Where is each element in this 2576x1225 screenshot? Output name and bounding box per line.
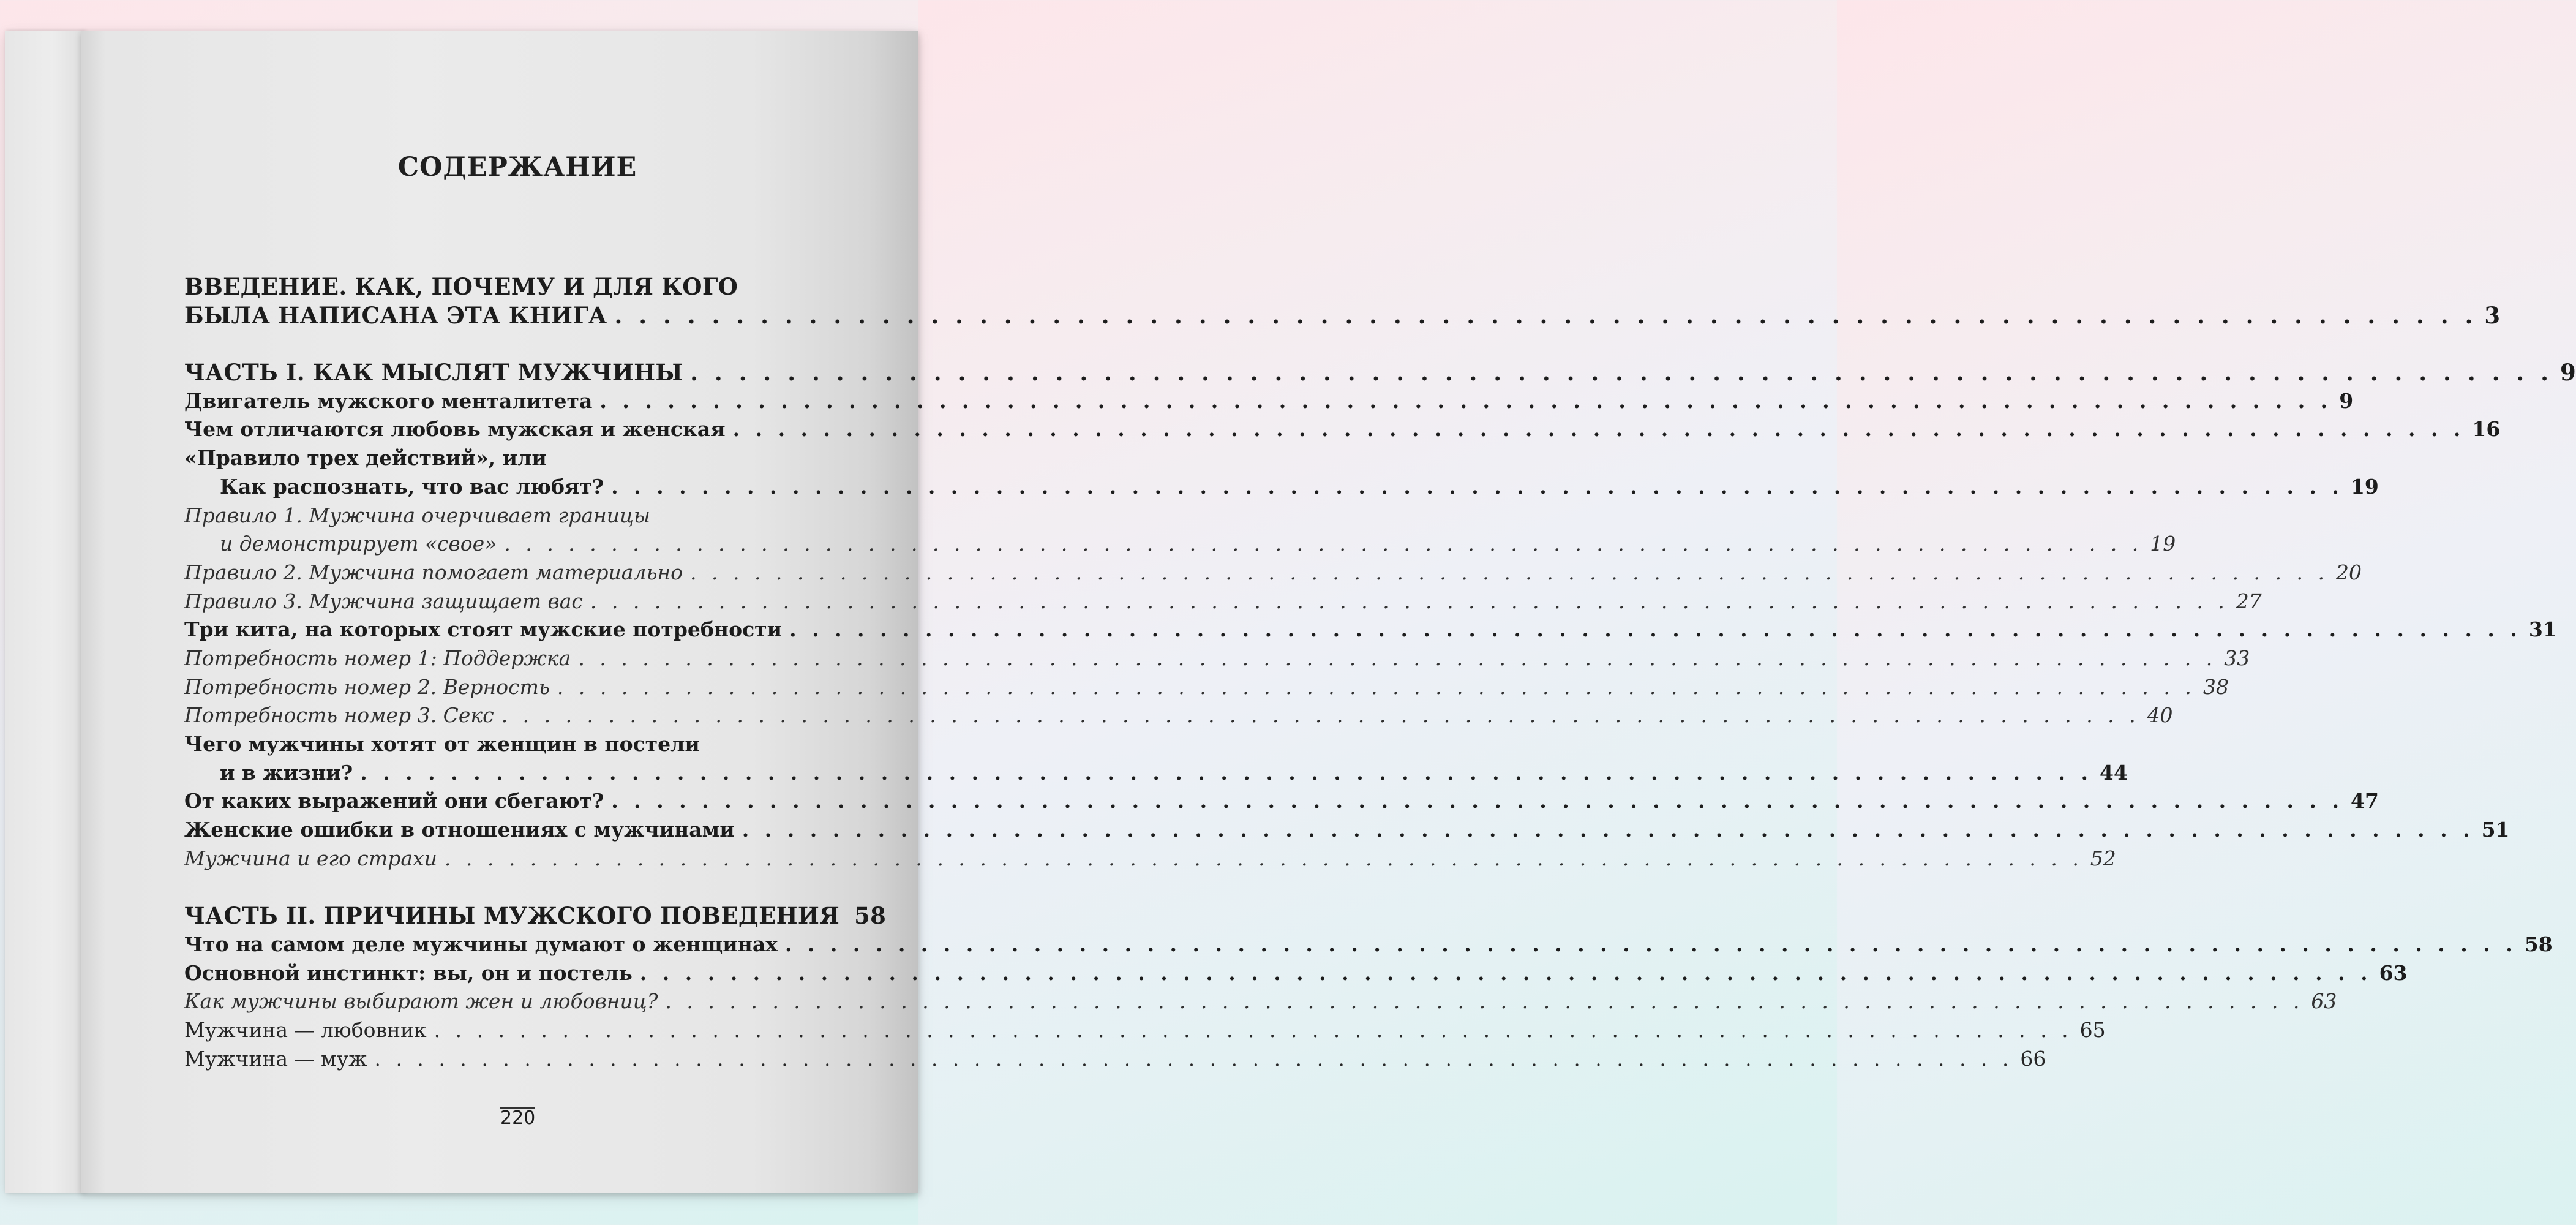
toc-page-number: 47 [2351, 789, 2379, 813]
toc-subentry [184, 1016, 2106, 1045]
dot-leader: . . . . . . . . . . . . . . . . . . . . . . . . . . . . . . . . . . . . . . . . . . . . . . . . . . . . . . . . . . . . . . . . . . . . . . . . . . . . . [784, 932, 2517, 956]
toc-entry-text: Основной инстинкт: вы, он и постель [184, 960, 633, 985]
dot-leader: . . . . . . . . . . . . . . . . . . . . . . . . . . . . . . . . . . . . . . . . . . . . . . . . . . . . . . . . . . . . . . . . . . . . . . . . . . . . . [639, 960, 2372, 985]
toc-entry-text: Правило 3. Мужчина защищает вас [184, 589, 583, 613]
dot-leader: . . . . . . . . . . . . . . . . . . . . . . . . . . . . . . . . . . . . . . . . . . . . . . . . . . . . . . . . . . . . . . . . . . . . . . . . . . . . . [614, 301, 2477, 329]
toc-entry-text: Потребность номер 3. Секс [184, 703, 494, 728]
page-number: 220 [500, 1107, 536, 1129]
dot-leader: . . . . . . . . . . . . . . . . . . . . . . . . . . . . . . . . . . . . . . . . . . . . . . . . . . . . . . . . . . . . . . . . . . . . . . . . . . . . . [690, 560, 2329, 584]
toc-page-number: 16 [2472, 417, 2501, 442]
toc-subentry [184, 845, 2116, 873]
toc-part1-heading [184, 358, 2576, 387]
toc-entry-text: Потребность номер 1: Поддержка [184, 646, 571, 670]
toc-page-number: 9 [2560, 359, 2576, 386]
toc-entry-text: «Правило трех действий», или [184, 446, 547, 470]
toc-entry-text: Чем отличаются любовь мужская и женская [184, 417, 726, 442]
toc-entry-text: Потребность номер 2. Верность [184, 674, 550, 699]
toc-entry [184, 415, 2501, 444]
toc-entry [184, 730, 847, 759]
dot-leader: . . . . . . . . . . . . . . . . . . . . . . . . . . . . . . . . . . . . . . . . . . . . . . . . . . . . . . . . . . . . . . . . . . . . . . . . . . . . . [374, 1046, 2013, 1071]
dot-leader: . . . . . . . . . . . . . . . . . . . . . . . . . . . . . . . . . . . . . . . . . . . . . . . . . . . . . . . . . . . . . . . . . . . . . . . . . . . . . [611, 789, 2343, 813]
book-back-cover [5, 31, 84, 1193]
toc-entry-text: Чего мужчины хотят от женщин в постели [184, 732, 700, 756]
toc-subentry [184, 987, 2337, 1016]
toc-page-number: 27 [2236, 589, 2262, 613]
table-of-contents [184, 273, 2576, 1073]
toc-page-number: 31 [2528, 617, 2557, 642]
toc-page-number: 63 [2379, 960, 2408, 985]
toc-page-number: 58 [2524, 932, 2553, 956]
toc-entry-text: Правило 1. Мужчина очерчивает границы [184, 503, 650, 527]
toc-entry-continuation [184, 473, 2379, 502]
toc-entry-text: ВВЕДЕНИЕ. КАК, ПОЧЕМУ И ДЛЯ КОГО [184, 273, 738, 300]
toc-entry-text: Правило 2. Мужчина помогает материально [184, 560, 683, 584]
toc-entry-text: БЫЛА НАПИСАНА ЭТА КНИГА [184, 301, 607, 329]
toc-subentry [184, 559, 2362, 587]
toc-entry-text: Мужчина — муж [184, 1046, 367, 1071]
dot-leader: . . . . . . . . . . . . . . . . . . . . . . . . . . . . . . . . . . . . . . . . . . . . . . . . . . . . . . . . . . . . . . . . . . . . . . . . . . . . . [444, 846, 2083, 870]
toc-page-number: 51 [2481, 818, 2510, 842]
toc-subentry [184, 587, 2262, 616]
toc-page-number: 40 [2147, 703, 2173, 728]
toc-entry [184, 816, 2510, 845]
toc-intro-line2 [184, 301, 2501, 330]
dot-leader: . . . . . . . . . . . . . . . . . . . . . . . . . . . . . . . . . . . . . . . . . . . . . . . . . . . . . . . . . . . . . . . . . . . . . . . . . . . . . [742, 818, 2474, 842]
dot-leader: . . . . . . . . . . . . . . . . . . . . . . . . . . . . . . . . . . . . . . . . . . . . . . . . . . . . . . . . . . . . . . . . . . . . . . . . . . . . . [557, 674, 2196, 699]
toc-entry-text: Мужчина — любовник [184, 1017, 427, 1042]
toc-page-number: 20 [2335, 560, 2362, 584]
toc-entry [184, 787, 2379, 816]
toc-page-number: 66 [2020, 1046, 2046, 1071]
toc-entry-text: Три кита, на которых стоят мужские потребности [184, 617, 783, 642]
dot-leader: . . . . . . . . . . . . . . . . . . . . . . . . . . . . . . . . . . . . . . . . . . . . . . . . . . . . . . . . . . . . . . . . . . . . . . . . . . . . . [504, 532, 2143, 556]
toc-page-number: 58 [854, 902, 887, 930]
toc-subentry [184, 644, 2250, 673]
toc-subentry [184, 701, 2173, 730]
toc-entry-text: Как распознать, что вас любят? [220, 474, 604, 499]
toc-part-title: ЧАСТЬ I. КАК МЫСЛЯТ МУЖЧИНЫ [184, 359, 683, 386]
toc-entry-continuation [184, 759, 2128, 788]
toc-part2-heading [184, 902, 887, 930]
dot-leader: . . . . . . . . . . . . . . . . . . . . . . . . . . . . . . . . . . . . . . . . . . . . . . . . . . . . . . . . . . . . . . . . . . . . . . . . . . . . . [690, 359, 2553, 386]
dot-leader: . . . . . . . . . . . . . . . . . . . . . . . . . . . . . . . . . . . . . . . . . . . . . . . . . . . . . . . . . . . . . . . . . . . . . . . . . . . . . [501, 703, 2140, 728]
toc-entry-text: Как мужчины выбирают жен и любовниц? [184, 989, 658, 1014]
dot-leader: . . . . . . . . . . . . . . . . . . . . . . . . . . . . . . . . . . . . . . . . . . . . . . . . . . . . . . . . . . . . . . . . . . . . . . . . . . . . . [732, 417, 2465, 442]
toc-subentry [184, 673, 2229, 702]
dot-leader: . . . . . . . . . . . . . . . . . . . . . . . . . . . . . . . . . . . . . . . . . . . . . . . . . . . . . . . . . . . . . . . . . . . . . . . . . . . . . [434, 1017, 2073, 1042]
toc-intro-line1 [184, 273, 847, 301]
dot-leader: . . . . . . . . . . . . . . . . . . . . . . . . . . . . . . . . . . . . . . . . . . . . . . . . . . . . . . . . . . . . . . . . . . . . . . . . . . . . . [665, 989, 2304, 1014]
toc-entry-text: и в жизни? [220, 760, 353, 785]
toc-entry [184, 387, 2354, 416]
toc-page-number: 9 [2339, 388, 2354, 413]
page-title: СОДЕРЖАНИЕ [397, 152, 637, 183]
dot-leader: . . . . . . . . . . . . . . . . . . . . . . . . . . . . . . . . . . . . . . . . . . . . . . . . . . . . . . . . . . . . . . . . . . . . . . . . . . . . . [590, 589, 2229, 613]
toc-page-number: 63 [2311, 989, 2337, 1014]
toc-entry-text: Женские ошибки в отношениях с мужчинами [184, 818, 735, 842]
toc-page-number: 65 [2079, 1017, 2106, 1042]
toc-page-number: 52 [2090, 846, 2116, 870]
toc-entry [184, 444, 847, 473]
dot-leader: . . . . . . . . . . . . . . . . . . . . . . . . . . . . . . . . . . . . . . . . . . . . . . . . . . . . . . . . . . . . . . . . . . . . . . . . . . . . . [789, 617, 2522, 642]
toc-entry-text: От каких выражений они сбегают? [184, 789, 604, 813]
toc-subentry-continuation [184, 530, 2176, 559]
toc-entry [184, 930, 2553, 959]
toc-entry-text: Мужчина и его страхи [184, 846, 437, 870]
toc-page-number: 19 [2150, 532, 2176, 556]
toc-page-number: 38 [2202, 674, 2229, 699]
toc-page-number: 19 [2350, 474, 2379, 499]
toc-entry [184, 616, 2557, 644]
toc-page-number: 44 [2100, 760, 2128, 785]
dot-leader: . . . . . . . . . . . . . . . . . . . . . . . . . . . . . . . . . . . . . . . . . . . . . . . . . . . . . . . . . . . . . . . . . . . . . . . . . . . . . [599, 388, 2332, 413]
toc-subentry [184, 1045, 2046, 1074]
toc-entry-text: и демонстрирует «свое» [220, 532, 497, 556]
toc-page-number: 33 [2224, 646, 2250, 670]
dot-leader: . . . . . . . . . . . . . . . . . . . . . . . . . . . . . . . . . . . . . . . . . . . . . . . . . . . . . . . . . . . . . . . . . . . . . . . . . . . . . [611, 474, 2343, 499]
dot-leader: . . . . . . . . . . . . . . . . . . . . . . . . . . . . . . . . . . . . . . . . . . . . . . . . . . . . . . . . . . . . . . . . . . . . . . . . . . . . . [360, 760, 2093, 785]
toc-entry-text: Что на самом деле мужчины думают о женщинах [184, 932, 778, 956]
dot-leader: . . . . . . . . . . . . . . . . . . . . . . . . . . . . . . . . . . . . . . . . . . . . . . . . . . . . . . . . . . . . . . . . . . . . . . . . . . . . . [578, 646, 2217, 670]
toc-entry [184, 959, 2408, 988]
toc-subentry [184, 502, 847, 530]
toc-part-title: ЧАСТЬ II. ПРИЧИНЫ МУЖСКОГО ПОВЕДЕНИЯ [184, 902, 840, 930]
toc-entry-text: Двигатель мужского менталитета [184, 388, 593, 413]
toc-page-number: 3 [2484, 301, 2501, 329]
